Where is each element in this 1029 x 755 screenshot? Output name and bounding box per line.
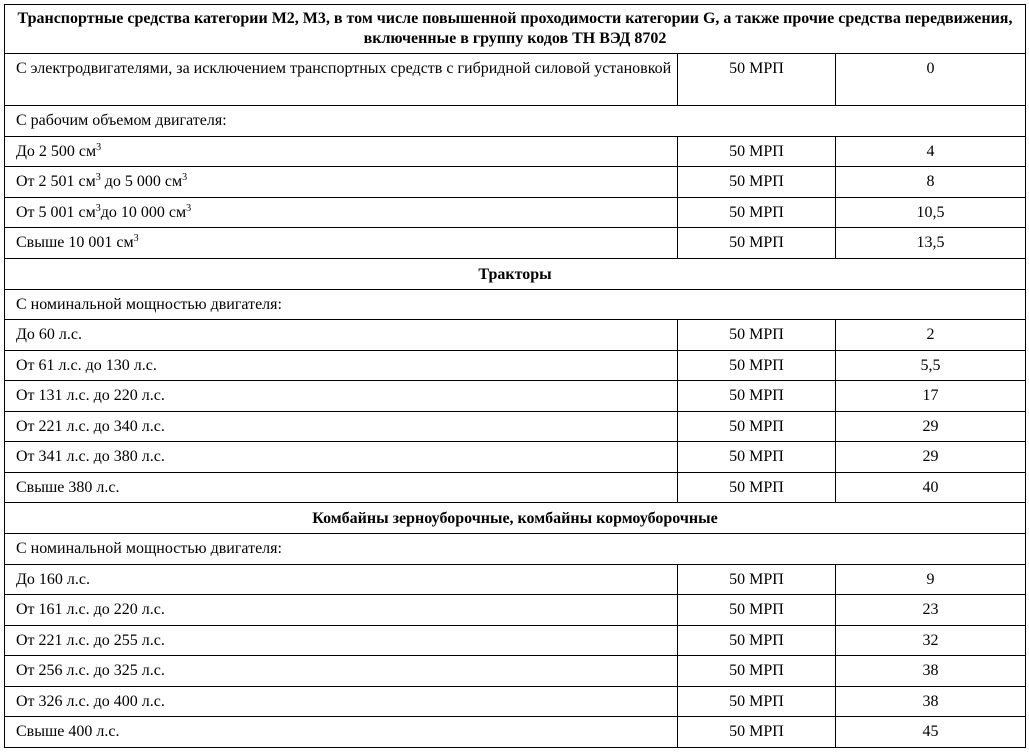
section-heading: Тракторы bbox=[5, 258, 1026, 289]
row-label-text: От 221 л.с. до 255 л.с. bbox=[16, 631, 165, 649]
section-heading: Комбайны зерноуборочные, комбайны кормоуборочные bbox=[5, 503, 1026, 534]
fee-cell: 50 МРП bbox=[678, 136, 836, 167]
table-row bbox=[5, 717, 1026, 748]
section-heading-row bbox=[5, 503, 1026, 534]
fee-cell: 50 МРП bbox=[678, 442, 836, 473]
fee-cell: 50 МРП bbox=[678, 381, 836, 412]
rate-cell: 9 bbox=[836, 564, 1026, 595]
row-label-text: От 2 501 см bbox=[16, 173, 96, 190]
row-label-text: Свыше 10 001 см bbox=[16, 234, 134, 251]
row-label bbox=[5, 717, 678, 748]
fee-cell: 50 МРП bbox=[678, 595, 836, 626]
subheading-label: С рабочим объемом двигателя: bbox=[5, 106, 1026, 137]
table-row bbox=[5, 442, 1026, 473]
table-row bbox=[5, 228, 1026, 259]
row-label-text: От 131 л.с. до 220 л.с. bbox=[16, 387, 165, 404]
section-heading-row bbox=[5, 258, 1026, 289]
fee-cell: 50 МРП bbox=[678, 411, 836, 442]
row-label-text: От 256 л.с. до 325 л.с. bbox=[16, 662, 165, 679]
table-row bbox=[5, 472, 1026, 503]
table-row bbox=[5, 656, 1026, 687]
row-label bbox=[5, 442, 678, 473]
row-label-text: Свыше 380 л.с. bbox=[16, 478, 120, 496]
table-row bbox=[5, 381, 1026, 412]
row-label bbox=[5, 564, 678, 595]
fee-cell: 50 МРП bbox=[678, 54, 836, 106]
row-label bbox=[5, 167, 678, 198]
table-row bbox=[5, 167, 1026, 198]
subheading-row bbox=[5, 106, 1026, 137]
fee-cell: 50 МРП bbox=[678, 625, 836, 656]
rate-cell: 0 bbox=[836, 54, 1026, 106]
table-row bbox=[5, 136, 1026, 167]
subheading-label: С номинальной мощностью двигателя: bbox=[5, 534, 1026, 565]
unit-exponent: 3 bbox=[95, 202, 101, 214]
table-row bbox=[5, 320, 1026, 351]
fee-cell: 50 МРП bbox=[678, 564, 836, 595]
fee-cell: 50 МРП bbox=[678, 167, 836, 198]
table-row bbox=[5, 595, 1026, 626]
row-label-text: От 61 л.с. до 130 л.с. bbox=[16, 356, 157, 374]
table-row bbox=[5, 564, 1026, 595]
rate-cell: 32 bbox=[836, 625, 1026, 656]
row-label-text: До 60 л.с. bbox=[16, 326, 82, 343]
row-label bbox=[5, 136, 678, 167]
row-label bbox=[5, 197, 678, 228]
row-label-text: От 221 л.с. до 340 л.с. bbox=[16, 417, 165, 435]
row-label-text: От 161 л.с. до 220 л.с. bbox=[16, 601, 165, 618]
row-label bbox=[5, 656, 678, 687]
fee-table bbox=[4, 4, 1026, 748]
rate-cell: 23 bbox=[836, 595, 1026, 626]
table-row bbox=[5, 411, 1026, 442]
table-row bbox=[5, 54, 1026, 106]
row-label bbox=[5, 686, 678, 717]
fee-cell: 50 МРП bbox=[678, 472, 836, 503]
row-label-text: От 326 л.с. до 400 л.с. bbox=[16, 692, 165, 710]
row-label-text: до 5 000 см bbox=[100, 173, 183, 190]
row-label bbox=[5, 381, 678, 412]
unit-exponent: 3 bbox=[182, 172, 188, 183]
subheading-row bbox=[5, 289, 1026, 320]
table-row bbox=[5, 686, 1026, 717]
row-label bbox=[5, 320, 678, 351]
row-label bbox=[5, 411, 678, 442]
fee-cell: 50 МРП bbox=[678, 320, 836, 351]
table-row bbox=[5, 197, 1026, 228]
fee-cell: 50 МРП bbox=[678, 350, 836, 381]
rate-cell: 4 bbox=[836, 136, 1026, 167]
row-label bbox=[5, 472, 678, 503]
fee-cell: 50 МРП bbox=[678, 656, 836, 687]
row-label-text: От 5 001 см bbox=[16, 203, 96, 221]
rate-cell: 29 bbox=[836, 442, 1026, 473]
row-label bbox=[5, 625, 678, 656]
row-label bbox=[5, 350, 678, 381]
rate-cell: 5,5 bbox=[836, 350, 1026, 381]
fee-cell: 50 МРП bbox=[678, 228, 836, 259]
rate-cell: 2 bbox=[836, 320, 1026, 351]
row-label-text: До 2 500 см bbox=[16, 142, 97, 160]
row-label bbox=[5, 228, 678, 259]
fee-cell: 50 МРП bbox=[678, 686, 836, 717]
unit-exponent: 3 bbox=[95, 172, 101, 183]
unit-exponent: 3 bbox=[133, 233, 139, 244]
fee-cell: 50 МРП bbox=[678, 197, 836, 228]
rate-cell: 8 bbox=[836, 167, 1026, 198]
unit-exponent: 3 bbox=[186, 202, 192, 214]
rate-cell: 13,5 bbox=[836, 228, 1026, 259]
unit-exponent: 3 bbox=[96, 141, 102, 153]
section-heading: Транспортные средства категории М2, М3, в том числе повышенной проходимости категории G, а также прочие средства передвижения, включенные в группу кодов ТН ВЭД 8702 bbox=[5, 5, 1026, 54]
subheading-row bbox=[5, 534, 1026, 565]
fee-cell: 50 МРП bbox=[678, 717, 836, 748]
row-label bbox=[5, 54, 678, 106]
rate-cell: 40 bbox=[836, 472, 1026, 503]
table-row bbox=[5, 350, 1026, 381]
row-label-text: От 341 л.с. до 380 л.с. bbox=[16, 448, 165, 465]
fee-table-body bbox=[5, 5, 1026, 748]
rate-cell: 29 bbox=[836, 411, 1026, 442]
row-label-text: До 160 л.с. bbox=[16, 570, 90, 588]
row-label-text: Свыше 400 л.с. bbox=[16, 723, 120, 740]
row-label-text: С электродвигателями, за исключением транспортных средств с гибридной силовой установкой bbox=[16, 60, 672, 77]
rate-cell: 38 bbox=[836, 686, 1026, 717]
rate-cell: 10,5 bbox=[836, 197, 1026, 228]
rate-cell: 17 bbox=[836, 381, 1026, 412]
table-row bbox=[5, 625, 1026, 656]
subheading-label: С номинальной мощностью двигателя: bbox=[5, 289, 1026, 320]
row-label bbox=[5, 595, 678, 626]
row-label-text: до 10 000 см bbox=[100, 203, 187, 221]
rate-cell: 45 bbox=[836, 717, 1026, 748]
rate-cell: 38 bbox=[836, 656, 1026, 687]
section-heading-row bbox=[5, 5, 1026, 54]
